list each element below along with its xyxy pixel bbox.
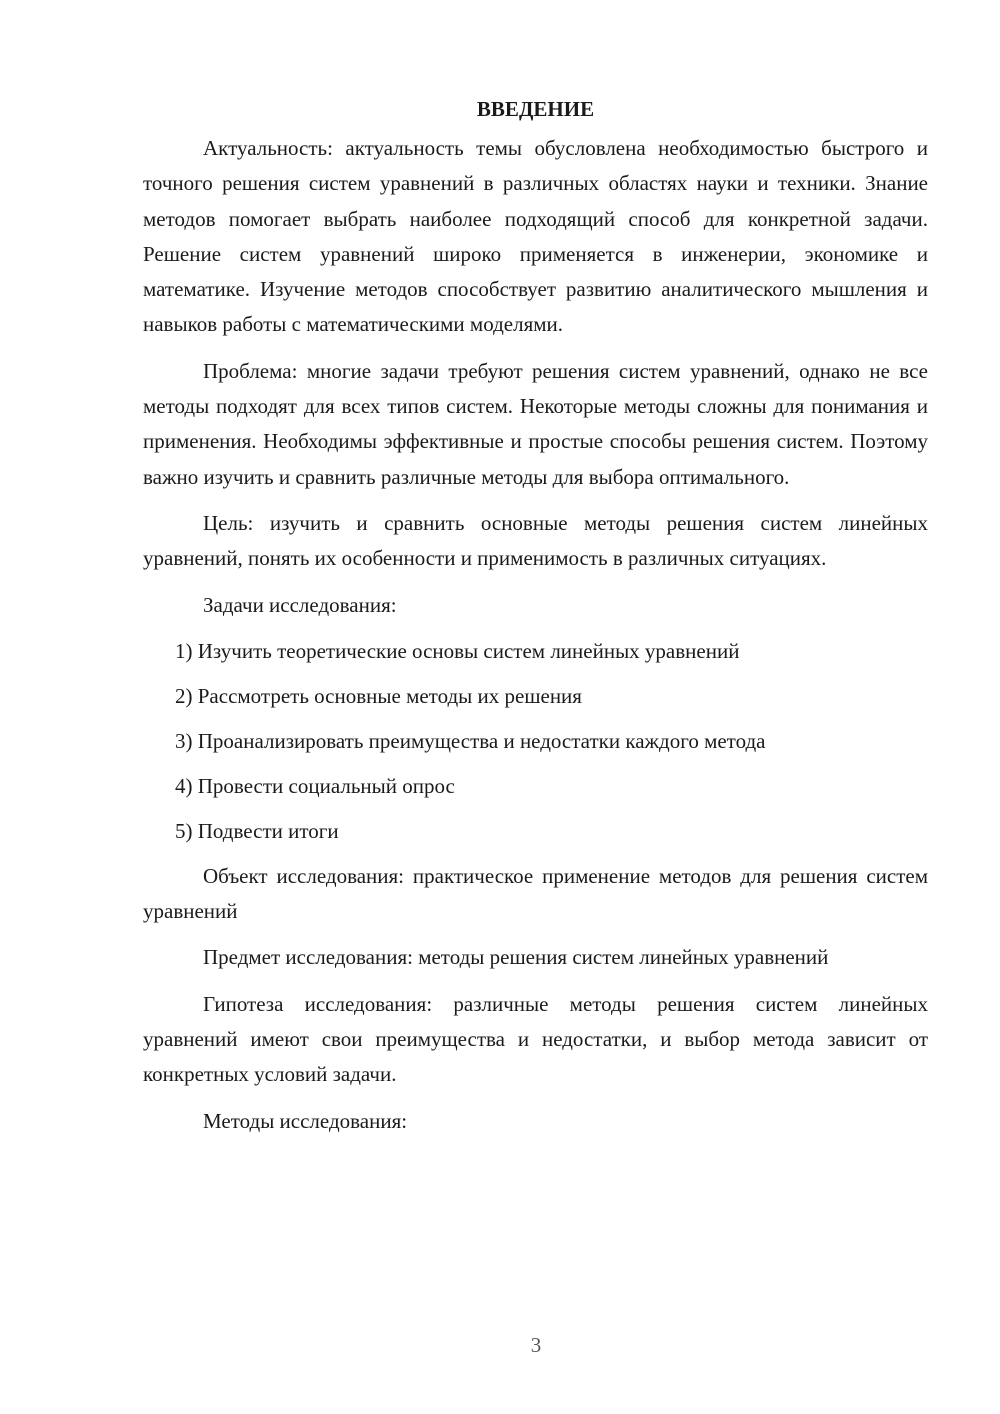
list-item: 4) Провести социальный опрос bbox=[175, 773, 455, 798]
list-item: 2) Рассмотреть основные методы их решения bbox=[175, 683, 582, 708]
paragraph-subject: Предмет исследования: методы решения систем линейных уравнений bbox=[203, 945, 829, 970]
list-item: 3) Проанализировать преимущества и недостатки каждого метода bbox=[175, 728, 766, 753]
list-item: 1) Изучить теоретические основы систем линейных уравнений bbox=[175, 638, 740, 663]
page-title: ВВЕДЕНИЕ bbox=[476, 97, 595, 121]
paragraph-goal: Цель: изучить и сравнить основные методы решения систем линейных уравнений, понять их особенности и применимость в различных ситуациях. bbox=[143, 510, 928, 571]
list-item: 5) Подвести итоги bbox=[175, 818, 339, 843]
paragraph-problem: Проблема: многие задачи требуют решения систем уравнений, однако не все методы подходят для всех типов систем. Некоторые методы сложны для понимания и применения. Необходимы эффективные и простые способы решения систем. Поэтому важно изучить и сравнить различные методы для выбора оптимального. bbox=[143, 358, 928, 489]
paragraph-object: Объект исследования: практическое применение методов для решения систем уравнений bbox=[143, 863, 928, 924]
page-content bbox=[143, 92, 928, 1139]
paragraph-methods-heading: Методы исследования: bbox=[203, 1108, 408, 1133]
paragraph-hypothesis: Гипотеза исследования: различные методы решения систем линейных уравнений имеют свои преимущества и недостатки, и выбор метода зависит от конкретных условий задачи. bbox=[143, 991, 928, 1087]
paragraph-tasks-heading: Задачи исследования: bbox=[203, 592, 397, 617]
page-number: 3 bbox=[530, 1333, 542, 1357]
paragraph-relevance: Актуальность: актуальность темы обусловлена необходимостью быстрого и точного решения систем уравнений в различных областях науки и техники. Знание методов помогает выбрать наиболее подходящий способ для конкретной задачи. Решение систем уравнений широко применяется в инженерии, экономике и математике. Изучение методов способствует развитию аналитического мышления и навыков работы с математическими моделями. bbox=[143, 136, 928, 337]
tasks-list bbox=[143, 634, 928, 849]
